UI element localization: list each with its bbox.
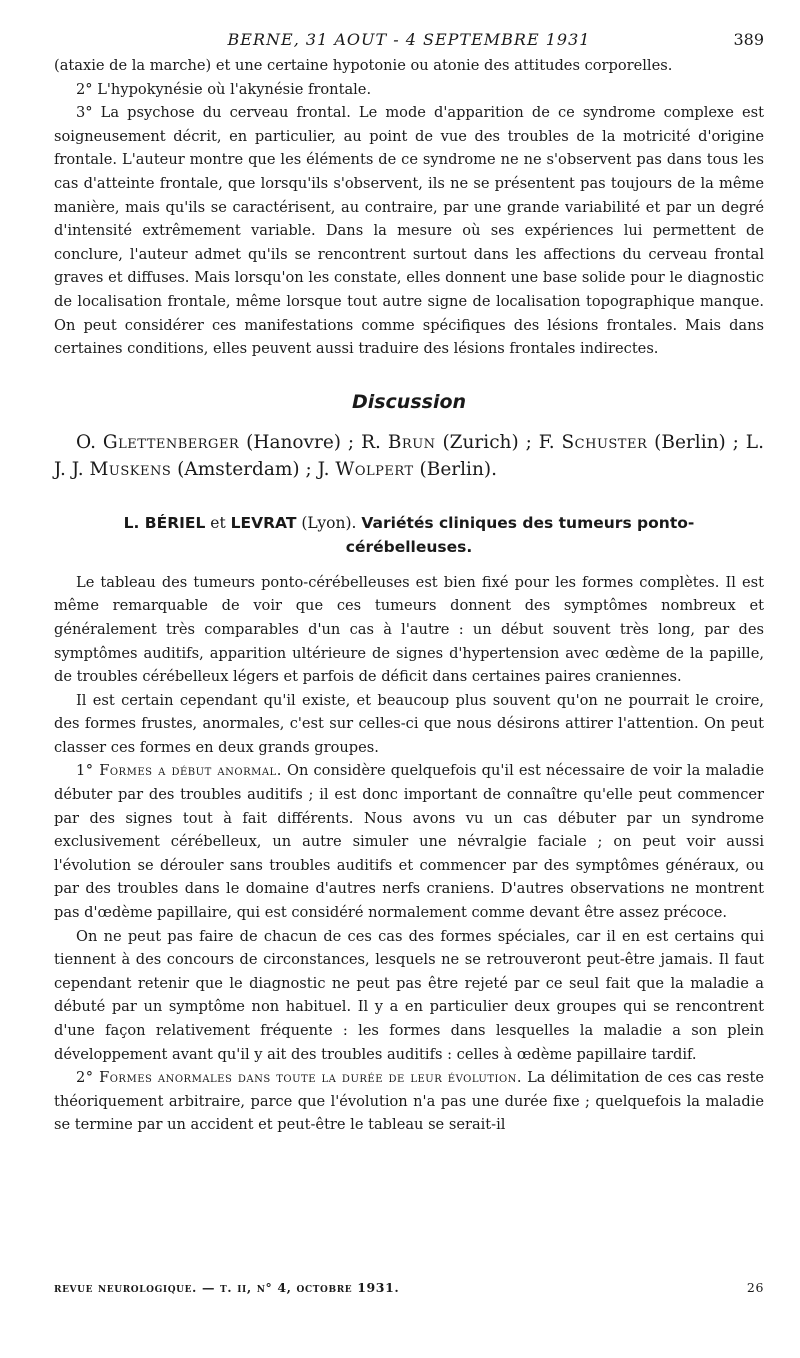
author-2: LEVRAT [230,513,297,532]
conjunction: et [205,513,231,532]
participant-name: Schuster [561,431,648,453]
intro-paragraph-1: (ataxie de la marche) et une certaine hypotonie ou atonie des attitudes corporelles. [54,57,673,74]
intro-paragraph-2: 2° L'hypokynésie où l'akynésie frontale. [76,80,372,98]
signature-mark: 26 [746,1280,764,1295]
participant-name: Brun [387,431,436,453]
section-lead: 2° Formes anormales dans toute la durée de leur évolution. [76,1069,523,1087]
paper-title: Variétés cliniques des tumeurs ponto-cérébelleuses. [345,513,695,556]
discussion-heading: Discussion [351,390,467,413]
section-lead: 1° Formes a début anormal. [76,762,282,780]
body-paragraph-2: Il est certain cependant qu'il existe, et beaucoup plus souvent qu'on ne pourrait le croire, des formes frustes, anormales, c'est sur celles-ci que nous désirons attirer l'attention. On peut classer ces formes en deux grands groupes. [54,691,764,756]
intro-text [54,54,764,361]
section-text: La délimitation de ces cas reste théoriquement arbitraire, parce que l'évolution n'a pas une durée fixe ; quelquefois la maladie se termine par un accident et peut-être le tableau se serait-il [54,1069,764,1134]
body-paragraph-3 [54,759,764,924]
author-city: (Lyon). [296,513,362,532]
section-text: On considère quelquefois qu'il est nécessaire de voir la maladie débuter par des troubles auditifs ; il est donc important de connaître qu'elle peut commencer par des signes tout à fait différents. Nous avons vu un cas débuter par un syndrome exclusivement cérébelleux, un autre simuler une névralgie faciale ; on peut voir aussi l'évolution se dérouler sans troubles auditifs et commencer par des symptômes généraux, ou par des troubles dans le domaine d'autres nerfs craniens. D'autres observations ne montrent pas d'œdème papillaire, qui est considéré normalement comme devant être assez précoce. [54,762,764,922]
participant-name: Wolpert [335,458,414,480]
participant-affiliation: (Berlin). [413,458,497,480]
body-paragraph-5 [54,1066,764,1137]
participant-affiliation: (Zurich) ; F. [435,431,562,453]
participant-name: Glettenberger [102,431,240,453]
running-title: BERNE, 31 AOUT - 4 SEPTEMBRE 1931 [227,30,591,49]
page-number: 389 [733,30,764,49]
intro-paragraph-3: 3° La psychose du cerveau frontal. Le mode d'apparition de ce syndrome complexe est soigneusement décrit, en particulier, au point de vue des troubles de la motricité d'origine frontale. L'auteur montre que les éléments de ce syndrome ne ne s'observent pas dans tous les cas d'atteinte frontale, que lorsqu'ils s'observent, ils ne se présentent pas toujours de la même manière, mais qu'ils se caractérisent, au contraire, par une grande variabilité et par un degré d'intensité extrêmement variable. Dans la mesure où ses expériences lui permettent de conclure, l'auteur admet qu'ils se rencontrent surtout dans les affections du cerveau frontal graves et diffuses. Mais lorsqu'on les constate, elles donnent une base solide pour le diagnostic de localisation frontale, même lorsque tout autre signe de localisation topographique manque. On peut considérer ces manifestations comme spécifiques des lésions frontales. Mais dans certaines conditions, elles peuvent aussi traduire des lésions frontales indirectes. [54,104,764,358]
author-1: L. BÉRIEL [123,513,206,532]
journal-reference: revue neurologique. — t. ii, n° 4, octobre 1931. [54,1280,400,1295]
page-footer [54,1280,764,1295]
participant-affiliation: (Amsterdam) ; J. [171,458,336,480]
participant-name: Muskens [89,458,172,480]
name-initial: O. [76,431,103,453]
participant-affiliation: (Berlin) ; L. J. J. [54,431,764,480]
discussion-participants [54,429,764,483]
paper-heading [64,511,754,559]
body-paragraph-1: Le tableau des tumeurs ponto-cérébelleuses est bien fixé pour les formes complètes. Il est même remarquable de voir que ces tumeurs donnent des symptômes nombreux et généralement très comparables d'un cas à l'autre : un début souvent très long, par des symptômes auditifs, apparition ultérieure de signes d'hypertension avec œdème de la papille, de troubles cérébelleux légers et parfois de déficit dans certaines paires craniennes. [54,573,764,686]
body-text [54,571,764,1137]
running-header [54,24,764,54]
body-paragraph-4: On ne peut pas faire de chacun de ces cas des formes spéciales, car il en est certains qui tiennent à des concours de circonstances, lesquels ne se retrouveront peut-être jamais. Il faut cependant retenir que le diagnostic ne peut pas être rejeté par ce seul fait que la maladie a débuté par un symptôme non habituel. Il y a en particulier deux groupes qui se rencontrent d'une façon relativement fréquente : les formes dans lesquelles la maladie a son plein développement avant qu'il y ait des troubles auditifs : celles à œdème papillaire tardif. [54,927,764,1063]
participant-affiliation: (Hanovre) ; R. [239,431,388,453]
